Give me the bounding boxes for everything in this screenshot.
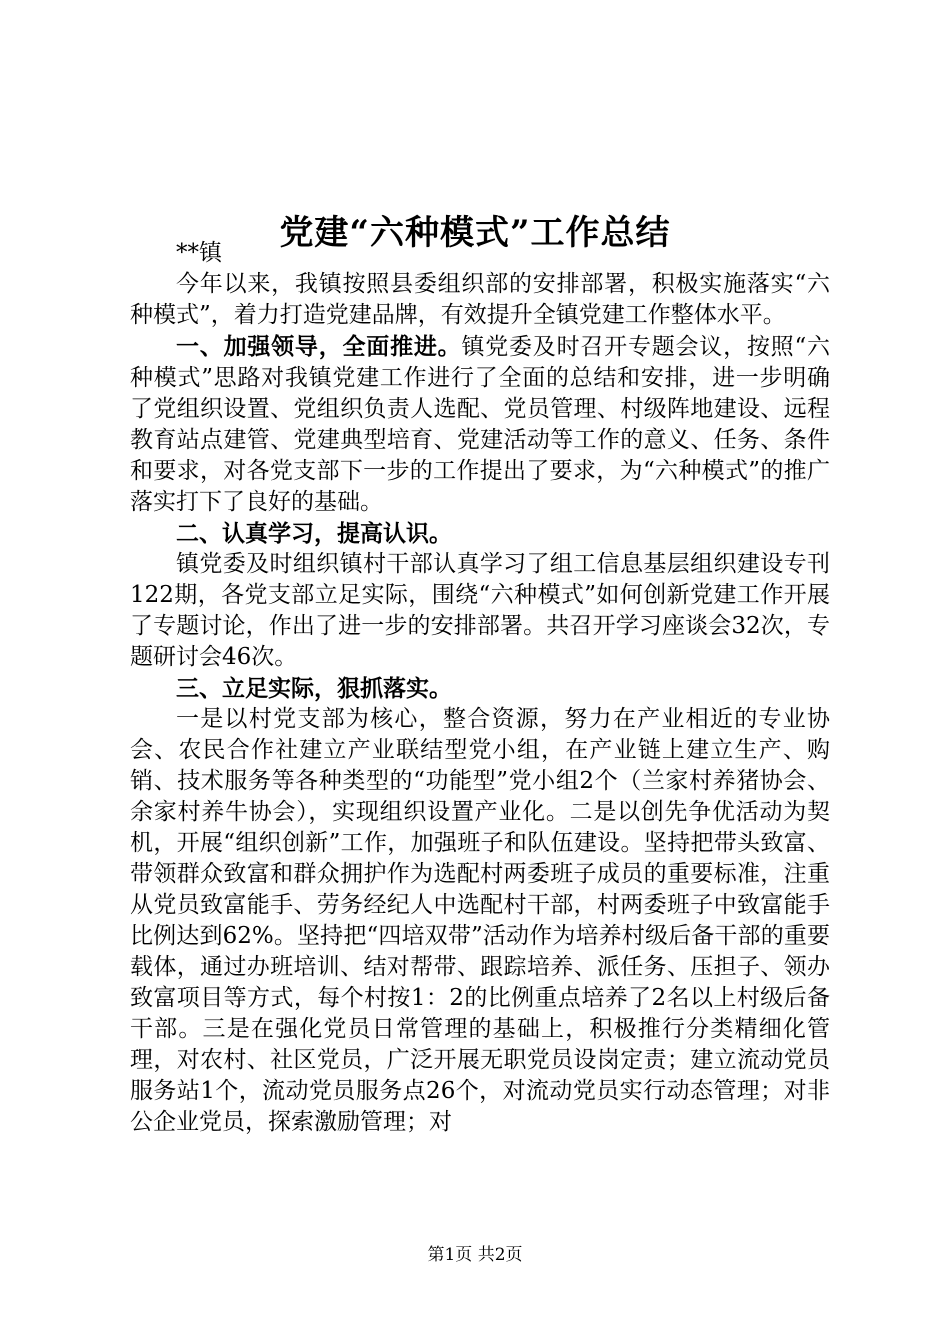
section-3-heading: 三、立足实际，狠抓落实。	[176, 675, 452, 702]
document-title: 党建“六种模式”工作总结	[279, 212, 671, 253]
author-line: **镇	[176, 240, 222, 266]
document-body	[130, 238, 830, 1138]
intro-paragraph: 今年以来，我镇按照县委组织部的安排部署，积极实施落实“六种模式”，着力打造党建品牌，有效提升全镇党建工作整体水平。	[130, 271, 830, 328]
section-1-body: 镇党委及时召开专题会议，按照“六种模式”思路对我镇党建工作进行了全面的总结和安排，进一步明确了党组织设置、党组织负责人选配、党员管理、村级阵地建设、远程教育站点建管、党建典型培育、党建活动等工作的意义、任务、条件和要求，对各党支部下一步的工作提出了要求，为“六种模式”的推广落实打下了良好的基础。	[130, 334, 830, 515]
section-3-body: 一是以村党支部为核心，整合资源，努力在产业相近的专业协会、农民合作社建立产业联结型党小组，在产业链上建立生产、购销、技术服务等各种类型的“功能型”党小组2个（兰家村养猪协会、余家村养牛协会），实现组织设置产业化。二是以创先争优活动为契机，开展“组织创新”工作，加强班子和队伍建设。坚持把带头致富、带领群众致富和群众拥护作为选配村两委班子成员的重要标准，注重从党员致富能手、劳务经纪人中选配村干部，村两委班子中致富能手比例达到62%。坚持把“四培双带”活动作为培养村级后备干部的重要载体，通过办班培训、结对帮带、跟踪培养、派任务、压担子、领办致富项目等方式，每个村按1：2的比例重点培养了2名以上村级后备干部。三是在强化党员日常管理的基础上，积极推行分类精细化管理，对农村、社区党员，广泛开展无职党员设岗定责；建立流动党员服务站1个，流动党员服务点26个，对流动党员实行动态管理；对非公企业党员，探索激励管理；对	[130, 706, 830, 1135]
section-1-heading: 一、加强领导，全面推进。	[176, 333, 462, 360]
section-2-body: 镇党委及时组织镇村干部认真学习了组工信息基层组织建设专刊122期，各党支部立足实际，围绕“六种模式”如何创新党建工作开展了专题讨论，作出了进一步的安排部署。共召开学习座谈会32次，专题研讨会46次。	[130, 551, 830, 670]
page-footer: 第1页 共2页	[427, 1245, 523, 1265]
section-1-paragraph	[130, 331, 830, 518]
section-2-heading: 二、认真学习，提高认识。	[176, 520, 452, 547]
